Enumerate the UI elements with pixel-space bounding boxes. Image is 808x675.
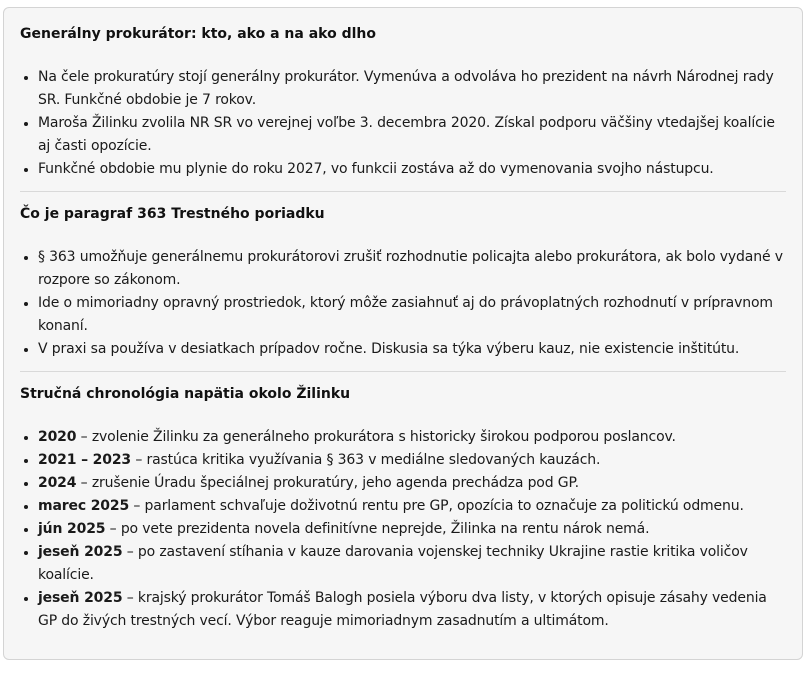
timeline-text: – parlament schvaľuje doživotnú rentu pre GP, opozícia to označuje za politickú odmenu. <box>129 498 744 514</box>
timeline-item <box>38 541 786 587</box>
list-item: • Maroša Žilinku zvolila NR SR vo verejnej voľbe 3. decembra 2020. Získal podporu väčšiny vtedajšej koalície aj časti opozície. <box>38 112 786 158</box>
list-item: • § 363 umožňuje generálnemu prokurátorovi zrušiť rozhodnutie policajta alebo prokurátora, ak bolo vydané v rozpore so zákonom. <box>38 246 786 292</box>
timeline-text: – po zastavení stíhania v kauze darovania vojenskej techniky Ukrajine rastie kritika voličov koalície. <box>38 544 748 583</box>
section-title: Generálny prokurátor: kto, ako a na ako dlho <box>20 26 377 42</box>
info-card <box>3 7 803 660</box>
timeline-date: 2021 – 2023 <box>38 452 132 468</box>
list-item: • Na čele prokuratúry stojí generálny prokurátor. Vymenúva a odvoláva ho prezident na návrh Národnej rady SR. Funkčné obdobie je 7 rokov. <box>38 66 786 112</box>
section-title: Čo je paragraf 363 Trestného poriadku <box>20 206 325 222</box>
bullet-list <box>20 246 786 361</box>
section-chronology <box>20 371 786 633</box>
timeline-date: 2024 <box>38 475 77 491</box>
section-title: Stručná chronológia napätia okolo Žilinku <box>20 386 351 402</box>
list-item: • Funkčné obdobie mu plynie do roku 2027, vo funkcii zostáva až do vymenovania svojho nástupcu. <box>38 158 786 181</box>
timeline-text: – po vete prezidenta novela definitívne neprejde, Žilinka na rentu nárok nemá. <box>105 521 650 537</box>
list-item: • V praxi sa používa v desiatkach prípadov ročne. Diskusia sa týka výberu kauz, nie existencie inštitútu. <box>38 338 786 361</box>
timeline-text: – krajský prokurátor Tomáš Balogh posiela výboru dva listy, v ktorých opisuje zásahy vedenia GP do živých trestných vecí. Výbor reaguje mimoriadnym zasadnutím a ultimátom. <box>38 590 767 629</box>
timeline-item <box>38 518 786 541</box>
timeline-date: marec 2025 <box>38 498 130 514</box>
timeline-item <box>38 587 786 633</box>
timeline-item <box>38 495 786 518</box>
timeline-text: – rastúca kritika využívania § 363 v mediálne sledovaných kauzách. <box>131 452 601 468</box>
timeline-date: jeseň 2025 <box>38 544 123 560</box>
timeline-list <box>20 426 786 633</box>
section-paragraph-363 <box>20 191 786 361</box>
timeline-date: 2020 <box>38 429 77 445</box>
list-item: • Ide o mimoriadny opravný prostriedok, ktorý môže zasiahnuť aj do právoplatných rozhodnutí v prípravnom konaní. <box>38 292 786 338</box>
timeline-date: jún 2025 <box>38 521 106 537</box>
timeline-date: jeseň 2025 <box>38 590 123 606</box>
timeline-item <box>38 472 786 495</box>
bullet-list <box>20 66 786 181</box>
timeline-item <box>38 426 786 449</box>
timeline-text: – zvolenie Žilinku za generálneho prokurátora s historicky širokou podporou poslancov. <box>76 429 676 445</box>
timeline-text: – zrušenie Úradu špeciálnej prokuratúry, jeho agenda prechádza pod GP. <box>76 475 579 491</box>
timeline-item <box>38 449 786 472</box>
section-prosecutor-general <box>20 24 786 181</box>
